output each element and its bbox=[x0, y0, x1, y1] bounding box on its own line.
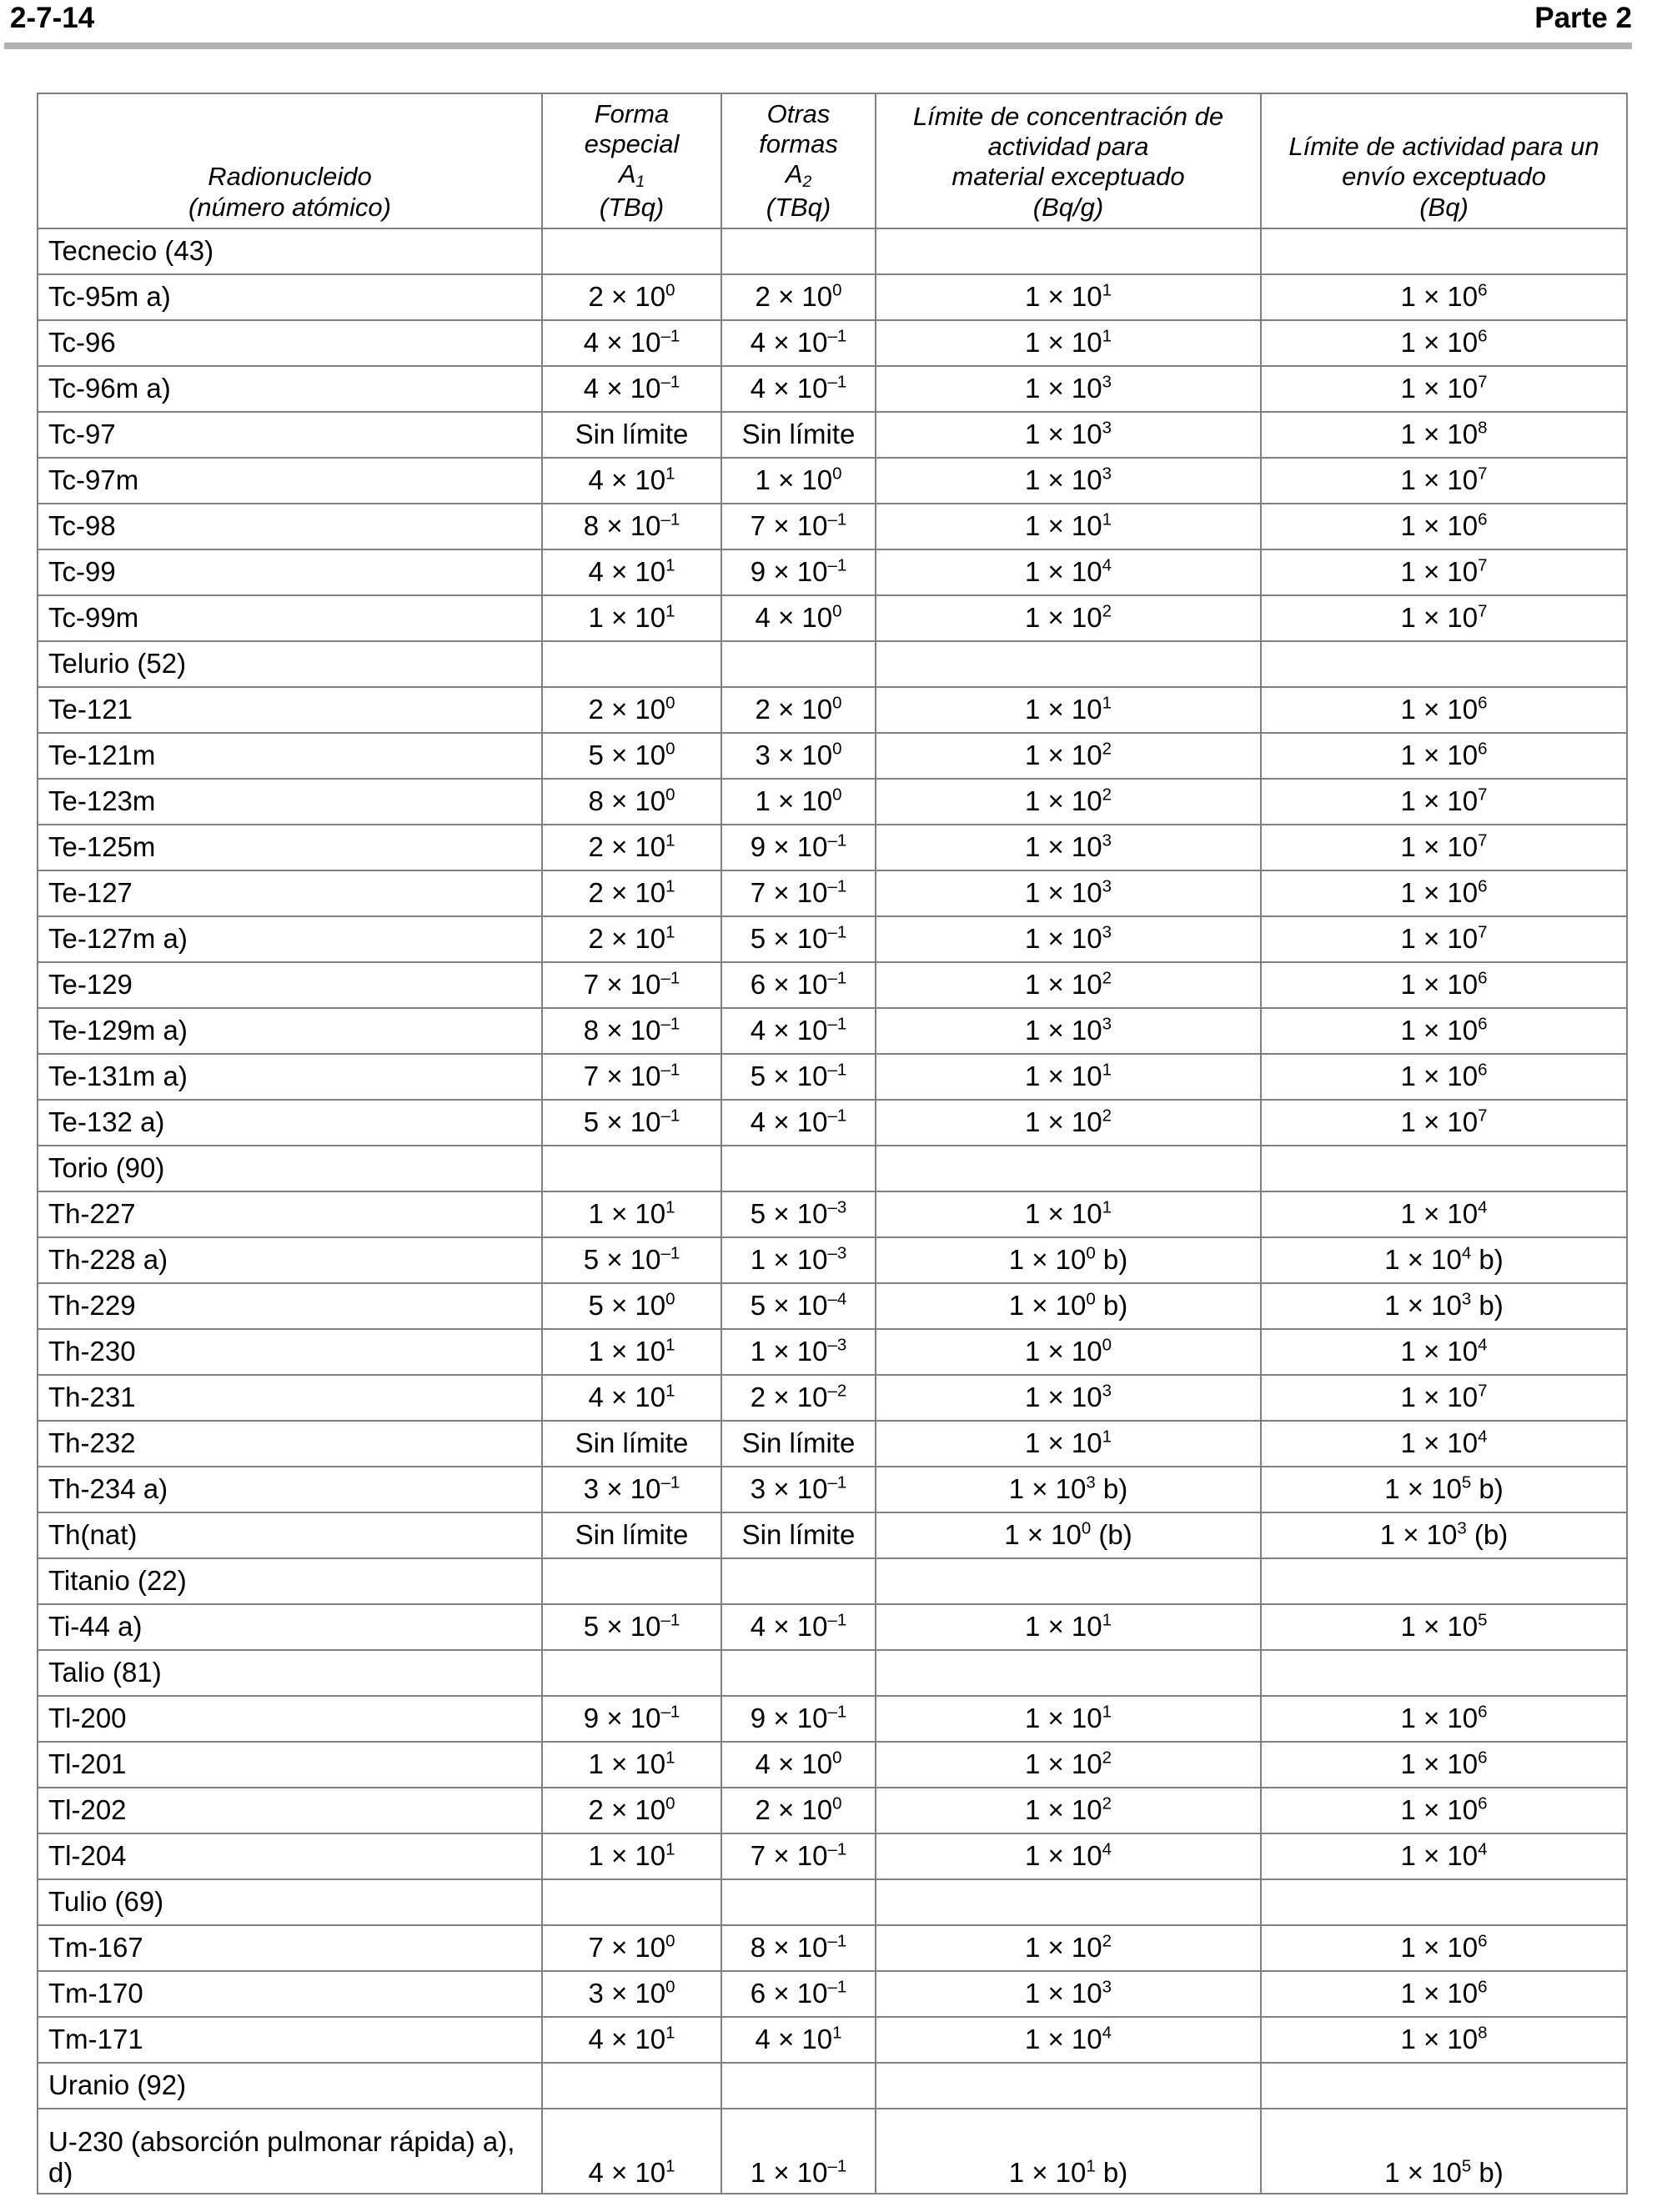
concentration-limit-value: $1 \times 10^3$ bbox=[876, 916, 1261, 962]
a1-value: $4 \times 10^1$ bbox=[542, 458, 721, 504]
activity-limit-value: $1 \times 10^6$ bbox=[1261, 1742, 1627, 1788]
header-other-forms-a2 bbox=[721, 93, 876, 228]
activity-limit-value: $1 \times 10^7$ bbox=[1261, 366, 1627, 412]
a1-value: $4 \times 10^1$ bbox=[542, 549, 721, 595]
activity-limit-value: $1 \times 10^6$ bbox=[1261, 870, 1627, 916]
a2-value: $7 \times 10^{-1}$ bbox=[721, 870, 876, 916]
empty-cell bbox=[542, 1650, 721, 1696]
table-row bbox=[38, 1054, 1627, 1100]
table-row bbox=[38, 2017, 1627, 2063]
activity-limit-value: $1 \times 10^7$ bbox=[1261, 595, 1627, 641]
empty-cell bbox=[721, 1879, 876, 1925]
concentration-limit-value: $1 \times 10^3$ bbox=[876, 1375, 1261, 1421]
header-radionuclide bbox=[38, 93, 542, 228]
activity-limit-value: $1 \times 10^7$ bbox=[1261, 779, 1627, 825]
table-body bbox=[38, 228, 1627, 2194]
radionuclide-name: Th-228 a) bbox=[38, 1237, 542, 1283]
concentration-limit-value: $1 \times 10^1$ bbox=[876, 274, 1261, 320]
table-row bbox=[38, 1100, 1627, 1146]
header-line: (TBq) bbox=[599, 192, 665, 222]
a1-value: $3 \times 10^{-1}$ bbox=[542, 1467, 721, 1512]
radionuclide-name: Te-121m bbox=[38, 733, 542, 779]
a2-value: $7 \times 10^{-1}$ bbox=[721, 504, 876, 549]
radionuclide-name: Te-123m bbox=[38, 779, 542, 825]
a1-value: $1 \times 10^1$ bbox=[542, 1833, 721, 1879]
a1-value: Sin límite bbox=[542, 1421, 721, 1467]
part-label: Parte 2 bbox=[1534, 2, 1632, 34]
empty-cell bbox=[1261, 641, 1627, 687]
table-row bbox=[38, 1512, 1627, 1558]
concentration-limit-value: $1 \times 10^3$ bbox=[876, 825, 1261, 870]
a2-value: $5 \times 10^{-1}$ bbox=[721, 1054, 876, 1100]
concentration-limit-value: $1 \times 10^1$ bbox=[876, 1604, 1261, 1650]
header-concentration-limit bbox=[876, 93, 1261, 228]
activity-limit-value: $1 \times 10^7$ bbox=[1261, 1100, 1627, 1146]
element-group-row bbox=[38, 228, 1627, 274]
a1-value: $4 \times 10^{-1}$ bbox=[542, 366, 721, 412]
radionuclide-name: Te-132 a) bbox=[38, 1100, 542, 1146]
activity-limit-value: $1 \times 10^5$ bbox=[1261, 1604, 1627, 1650]
element-group-label: Titanio (22) bbox=[38, 1558, 542, 1604]
activity-limit-value: $1 \times 10^7$ bbox=[1261, 549, 1627, 595]
table-row bbox=[38, 320, 1627, 366]
activity-limit-value: $1 \times 10^6$ bbox=[1261, 1788, 1627, 1833]
a1-value: $3 \times 10^0$ bbox=[542, 1971, 721, 2017]
table-row bbox=[38, 1467, 1627, 1512]
table-row bbox=[38, 825, 1627, 870]
a2-value: Sin límite bbox=[721, 1512, 876, 1558]
activity-limit-value: $1 \times 10^3$ b) bbox=[1261, 1283, 1627, 1329]
radionuclide-name: Th-227 bbox=[38, 1191, 542, 1237]
a2-value: $2 \times 10^0$ bbox=[721, 1788, 876, 1833]
a1-value: $5 \times 10^0$ bbox=[542, 733, 721, 779]
activity-limit-value: $1 \times 10^6$ bbox=[1261, 320, 1627, 366]
empty-cell bbox=[721, 228, 876, 274]
activity-limit-value: $1 \times 10^6$ bbox=[1261, 1925, 1627, 1971]
concentration-limit-value: $1 \times 10^3$ bbox=[876, 366, 1261, 412]
a1-value: $2 \times 10^1$ bbox=[542, 825, 721, 870]
a2-value: $9 \times 10^{-1}$ bbox=[721, 549, 876, 595]
radionuclide-name: Tc-99m bbox=[38, 595, 542, 641]
header-line: (número atómico) bbox=[188, 192, 391, 222]
empty-cell bbox=[876, 1558, 1261, 1604]
empty-cell bbox=[876, 1879, 1261, 1925]
radionuclide-name: Tm-167 bbox=[38, 1925, 542, 1971]
a2-value: Sin límite bbox=[721, 1421, 876, 1467]
table-row bbox=[38, 366, 1627, 412]
radionuclide-name: Te-131m a) bbox=[38, 1054, 542, 1100]
activity-limit-value: $1 \times 10^4$ bbox=[1261, 1833, 1627, 1879]
a1-value: $4 \times 10^{-1}$ bbox=[542, 320, 721, 366]
empty-cell bbox=[876, 228, 1261, 274]
radionuclide-name: Tl-200 bbox=[38, 1696, 542, 1742]
concentration-limit-value: $1 \times 10^3$ bbox=[876, 870, 1261, 916]
a1-value: $8 \times 10^0$ bbox=[542, 779, 721, 825]
page-number: 2-7-14 bbox=[10, 2, 95, 34]
activity-limit-value: $1 \times 10^7$ bbox=[1261, 1375, 1627, 1421]
table-row bbox=[38, 1008, 1627, 1054]
a1-value: $7 \times 10^{-1}$ bbox=[542, 1054, 721, 1100]
radionuclide-name: Te-127 bbox=[38, 870, 542, 916]
concentration-limit-value: $1 \times 10^2$ bbox=[876, 1788, 1261, 1833]
a1-value: $2 \times 10^0$ bbox=[542, 1788, 721, 1833]
radionuclide-name: Te-121 bbox=[38, 687, 542, 733]
radionuclide-name: Th-234 a) bbox=[38, 1467, 542, 1512]
radionuclide-name: Tc-99 bbox=[38, 549, 542, 595]
a2-value: $2 \times 10^{-2}$ bbox=[721, 1375, 876, 1421]
concentration-limit-value: $1 \times 10^1$ bbox=[876, 1054, 1261, 1100]
a2-value: $4 \times 10^1$ bbox=[721, 2017, 876, 2063]
header-line: $A_1$ bbox=[618, 159, 645, 192]
empty-cell bbox=[721, 2063, 876, 2109]
header-line: $A_2$ bbox=[785, 159, 812, 192]
header-line: (Bq) bbox=[1419, 192, 1469, 222]
a2-value: $1 \times 10^0$ bbox=[721, 779, 876, 825]
a1-value: $1 \times 10^1$ bbox=[542, 1191, 721, 1237]
a1-value: $8 \times 10^{-1}$ bbox=[542, 504, 721, 549]
concentration-limit-value: $1 \times 10^1$ bbox=[876, 504, 1261, 549]
empty-cell bbox=[1261, 1146, 1627, 1191]
header-line: material exceptuado bbox=[952, 162, 1185, 192]
concentration-limit-value: $1 \times 10^1$ bbox=[876, 1191, 1261, 1237]
radionuclide-name: Tc-96m a) bbox=[38, 366, 542, 412]
radionuclide-name: Tc-95m a) bbox=[38, 274, 542, 320]
a2-value: $8 \times 10^{-1}$ bbox=[721, 1925, 876, 1971]
concentration-limit-value: $1 \times 10^4$ bbox=[876, 549, 1261, 595]
a1-value: $2 \times 10^0$ bbox=[542, 687, 721, 733]
empty-cell bbox=[1261, 1650, 1627, 1696]
table-row bbox=[38, 1604, 1627, 1650]
a2-value: $4 \times 10^{-1}$ bbox=[721, 366, 876, 412]
radionuclide-name: Tc-97 bbox=[38, 412, 542, 458]
radionuclide-name: Th(nat) bbox=[38, 1512, 542, 1558]
activity-limit-value: $1 \times 10^6$ bbox=[1261, 1008, 1627, 1054]
a1-value: $9 \times 10^{-1}$ bbox=[542, 1696, 721, 1742]
empty-cell bbox=[721, 1650, 876, 1696]
header-line: actividad para bbox=[987, 132, 1149, 162]
header-line: envío exceptuado bbox=[1342, 162, 1546, 192]
a2-value: Sin límite bbox=[721, 412, 876, 458]
radionuclide-name: U-230 (absorción pulmonar rápida) a), d) bbox=[38, 2109, 542, 2194]
a1-value: Sin límite bbox=[542, 1512, 721, 1558]
activity-limit-value: $1 \times 10^6$ bbox=[1261, 962, 1627, 1008]
a2-value: $2 \times 10^0$ bbox=[721, 687, 876, 733]
table-row bbox=[38, 1696, 1627, 1742]
table-row bbox=[38, 504, 1627, 549]
empty-cell bbox=[542, 1146, 721, 1191]
empty-cell bbox=[1261, 1558, 1627, 1604]
a1-value: $8 \times 10^{-1}$ bbox=[542, 1008, 721, 1054]
a2-value: $6 \times 10^{-1}$ bbox=[721, 1971, 876, 2017]
empty-cell bbox=[1261, 2063, 1627, 2109]
a1-value: $4 \times 10^1$ bbox=[542, 2017, 721, 2063]
empty-cell bbox=[876, 1650, 1261, 1696]
header-special-form-a1 bbox=[542, 93, 721, 228]
a2-value: $9 \times 10^{-1}$ bbox=[721, 1696, 876, 1742]
activity-limit-value: $1 \times 10^6$ bbox=[1261, 733, 1627, 779]
table-row bbox=[38, 458, 1627, 504]
empty-cell bbox=[1261, 1879, 1627, 1925]
radionuclide-table bbox=[37, 93, 1628, 2194]
element-group-row bbox=[38, 641, 1627, 687]
concentration-limit-value: $1 \times 10^0$ b) bbox=[876, 1283, 1261, 1329]
table-row bbox=[38, 962, 1627, 1008]
empty-cell bbox=[1261, 228, 1627, 274]
concentration-limit-value: $1 \times 10^1$ bbox=[876, 687, 1261, 733]
header-line: especial bbox=[584, 129, 680, 159]
radionuclide-name: Tl-204 bbox=[38, 1833, 542, 1879]
activity-limit-value: $1 \times 10^8$ bbox=[1261, 2017, 1627, 2063]
header-line: Límite de concentración de bbox=[912, 101, 1224, 131]
table-row bbox=[38, 1421, 1627, 1467]
a1-value: $7 \times 10^0$ bbox=[542, 1925, 721, 1971]
a2-value: $1 \times 10^0$ bbox=[721, 458, 876, 504]
concentration-limit-value: $1 \times 10^0$ bbox=[876, 1329, 1261, 1375]
radionuclide-name: Tc-97m bbox=[38, 458, 542, 504]
empty-cell bbox=[542, 1558, 721, 1604]
table-header-row bbox=[38, 93, 1627, 228]
radionuclide-name: Tl-202 bbox=[38, 1788, 542, 1833]
page-header bbox=[10, 0, 1632, 37]
a1-value: $5 \times 10^{-1}$ bbox=[542, 1604, 721, 1650]
radionuclide-name: Th-229 bbox=[38, 1283, 542, 1329]
radionuclide-name: Tm-170 bbox=[38, 1971, 542, 2017]
concentration-limit-value: $1 \times 10^0$ (b) bbox=[876, 1512, 1261, 1558]
empty-cell bbox=[721, 1146, 876, 1191]
activity-limit-value: $1 \times 10^4$ b) bbox=[1261, 1237, 1627, 1283]
a2-value: $4 \times 10^{-1}$ bbox=[721, 320, 876, 366]
activity-limit-value: $1 \times 10^7$ bbox=[1261, 916, 1627, 962]
empty-cell bbox=[542, 228, 721, 274]
element-group-row bbox=[38, 1558, 1627, 1604]
activity-limit-value: $1 \times 10^5$ b) bbox=[1261, 1467, 1627, 1512]
element-group-label: Telurio (52) bbox=[38, 641, 542, 687]
radionuclide-name: Ti-44 a) bbox=[38, 1604, 542, 1650]
radionuclide-name: Th-232 bbox=[38, 1421, 542, 1467]
element-group-row bbox=[38, 1650, 1627, 1696]
activity-limit-value: $1 \times 10^3$ (b) bbox=[1261, 1512, 1627, 1558]
concentration-limit-value: $1 \times 10^1$ b) bbox=[876, 2109, 1261, 2194]
activity-limit-value: $1 \times 10^7$ bbox=[1261, 458, 1627, 504]
empty-cell bbox=[876, 2063, 1261, 2109]
header-line: (TBq) bbox=[766, 192, 831, 222]
a2-value: $9 \times 10^{-1}$ bbox=[721, 825, 876, 870]
concentration-limit-value: $1 \times 10^4$ bbox=[876, 1833, 1261, 1879]
element-group-label: Tulio (69) bbox=[38, 1879, 542, 1925]
table-row bbox=[38, 1788, 1627, 1833]
header-line: Otras bbox=[766, 98, 831, 128]
table-row bbox=[38, 1742, 1627, 1788]
element-group-label: Tecnecio (43) bbox=[38, 228, 542, 274]
header-line: (Bq/g) bbox=[1032, 192, 1104, 222]
table-row bbox=[38, 1925, 1627, 1971]
a2-value: $5 \times 10^{-3}$ bbox=[721, 1191, 876, 1237]
activity-limit-value: $1 \times 10^4$ bbox=[1261, 1421, 1627, 1467]
concentration-limit-value: $1 \times 10^1$ bbox=[876, 1696, 1261, 1742]
activity-limit-value: $1 \times 10^6$ bbox=[1261, 504, 1627, 549]
header-line: Radionucleido bbox=[208, 162, 372, 192]
radionuclide-name: Te-129 bbox=[38, 962, 542, 1008]
a2-value: $3 \times 10^0$ bbox=[721, 733, 876, 779]
table-row bbox=[38, 1329, 1627, 1375]
concentration-limit-value: $1 \times 10^0$ b) bbox=[876, 1237, 1261, 1283]
element-group-label: Torio (90) bbox=[38, 1146, 542, 1191]
concentration-limit-value: $1 \times 10^2$ bbox=[876, 733, 1261, 779]
concentration-limit-value: $1 \times 10^4$ bbox=[876, 2017, 1261, 2063]
activity-limit-value: $1 \times 10^6$ bbox=[1261, 1054, 1627, 1100]
a1-value: $1 \times 10^1$ bbox=[542, 1742, 721, 1788]
a1-value: $4 \times 10^1$ bbox=[542, 1375, 721, 1421]
concentration-limit-value: $1 \times 10^2$ bbox=[876, 1742, 1261, 1788]
a1-value: $1 \times 10^1$ bbox=[542, 1329, 721, 1375]
empty-cell bbox=[721, 1558, 876, 1604]
table-row bbox=[38, 779, 1627, 825]
table-row bbox=[38, 549, 1627, 595]
a1-value: $2 \times 10^0$ bbox=[542, 274, 721, 320]
concentration-limit-value: $1 \times 10^2$ bbox=[876, 1100, 1261, 1146]
table-row bbox=[38, 687, 1627, 733]
element-group-row bbox=[38, 1879, 1627, 1925]
table-row bbox=[38, 916, 1627, 962]
a2-value: $4 \times 10^{-1}$ bbox=[721, 1100, 876, 1146]
radionuclide-name: Th-230 bbox=[38, 1329, 542, 1375]
activity-limit-value: $1 \times 10^4$ bbox=[1261, 1191, 1627, 1237]
a2-value: $7 \times 10^{-1}$ bbox=[721, 1833, 876, 1879]
a2-value: $5 \times 10^{-4}$ bbox=[721, 1283, 876, 1329]
a1-value: $5 \times 10^{-1}$ bbox=[542, 1100, 721, 1146]
a2-value: $1 \times 10^{-3}$ bbox=[721, 1329, 876, 1375]
a2-value: $5 \times 10^{-1}$ bbox=[721, 916, 876, 962]
radionuclide-name: Tc-96 bbox=[38, 320, 542, 366]
concentration-limit-value: $1 \times 10^3$ bbox=[876, 1008, 1261, 1054]
table-row bbox=[38, 1237, 1627, 1283]
radionuclide-name: Tl-201 bbox=[38, 1742, 542, 1788]
element-group-label: Uranio (92) bbox=[38, 2063, 542, 2109]
concentration-limit-value: $1 \times 10^2$ bbox=[876, 1925, 1261, 1971]
empty-cell bbox=[542, 2063, 721, 2109]
table-row bbox=[38, 274, 1627, 320]
empty-cell bbox=[721, 641, 876, 687]
radionuclide-name: Tc-98 bbox=[38, 504, 542, 549]
concentration-limit-value: $1 \times 10^2$ bbox=[876, 962, 1261, 1008]
a1-value: Sin límite bbox=[542, 412, 721, 458]
concentration-limit-value: $1 \times 10^3$ bbox=[876, 1971, 1261, 2017]
table-row bbox=[38, 870, 1627, 916]
a2-value: $4 \times 10^{-1}$ bbox=[721, 1008, 876, 1054]
a2-value: $2 \times 10^0$ bbox=[721, 274, 876, 320]
a2-value: $1 \times 10^{-3}$ bbox=[721, 1237, 876, 1283]
element-group-label: Talio (81) bbox=[38, 1650, 542, 1696]
radionuclide-name: Te-127m a) bbox=[38, 916, 542, 962]
radionuclide-name: Te-125m bbox=[38, 825, 542, 870]
empty-cell bbox=[876, 641, 1261, 687]
radionuclide-name: Th-231 bbox=[38, 1375, 542, 1421]
a1-value: $2 \times 10^1$ bbox=[542, 870, 721, 916]
a2-value: $1 \times 10^{-1}$ bbox=[721, 2109, 876, 2194]
element-group-row bbox=[38, 1146, 1627, 1191]
empty-cell bbox=[542, 641, 721, 687]
a2-value: $3 \times 10^{-1}$ bbox=[721, 1467, 876, 1512]
header-activity-limit bbox=[1261, 93, 1627, 228]
concentration-limit-value: $1 \times 10^3$ bbox=[876, 458, 1261, 504]
concentration-limit-value: $1 \times 10^2$ bbox=[876, 595, 1261, 641]
table-row bbox=[38, 1833, 1627, 1879]
activity-limit-value: $1 \times 10^6$ bbox=[1261, 687, 1627, 733]
radionuclide-name: Tm-171 bbox=[38, 2017, 542, 2063]
activity-limit-value: $1 \times 10^4$ bbox=[1261, 1329, 1627, 1375]
a2-value: $4 \times 10^{-1}$ bbox=[721, 1604, 876, 1650]
a1-value: $2 \times 10^1$ bbox=[542, 916, 721, 962]
table-row bbox=[38, 733, 1627, 779]
header-line: Límite de actividad para un bbox=[1288, 132, 1599, 162]
activity-limit-value: $1 \times 10^6$ bbox=[1261, 1971, 1627, 2017]
concentration-limit-value: $1 \times 10^1$ bbox=[876, 1421, 1261, 1467]
table-row bbox=[38, 1283, 1627, 1329]
radionuclide-name: Te-129m a) bbox=[38, 1008, 542, 1054]
activity-limit-value: $1 \times 10^7$ bbox=[1261, 825, 1627, 870]
a2-value: $6 \times 10^{-1}$ bbox=[721, 962, 876, 1008]
activity-limit-value: $1 \times 10^8$ bbox=[1261, 412, 1627, 458]
table-row bbox=[38, 1971, 1627, 2017]
a1-value: $5 \times 10^0$ bbox=[542, 1283, 721, 1329]
a2-value: $4 \times 10^0$ bbox=[721, 595, 876, 641]
concentration-limit-value: $1 \times 10^3$ b) bbox=[876, 1467, 1261, 1512]
activity-limit-value: $1 \times 10^5$ b) bbox=[1261, 2109, 1627, 2194]
header-line: formas bbox=[759, 129, 838, 159]
activity-limit-value: $1 \times 10^6$ bbox=[1261, 1696, 1627, 1742]
concentration-limit-value: $1 \times 10^1$ bbox=[876, 320, 1261, 366]
concentration-limit-value: $1 \times 10^2$ bbox=[876, 779, 1261, 825]
a2-value: $4 \times 10^0$ bbox=[721, 1742, 876, 1788]
table-row bbox=[38, 2109, 1627, 2194]
empty-cell bbox=[876, 1146, 1261, 1191]
a1-value: $1 \times 10^1$ bbox=[542, 595, 721, 641]
a1-value: $7 \times 10^{-1}$ bbox=[542, 962, 721, 1008]
header-line: Forma bbox=[594, 98, 670, 128]
element-group-row bbox=[38, 2063, 1627, 2109]
activity-limit-value: $1 \times 10^6$ bbox=[1261, 274, 1627, 320]
header-rule bbox=[4, 43, 1632, 49]
table-row bbox=[38, 412, 1627, 458]
table-row bbox=[38, 1191, 1627, 1237]
empty-cell bbox=[542, 1879, 721, 1925]
table-row bbox=[38, 1375, 1627, 1421]
concentration-limit-value: $1 \times 10^3$ bbox=[876, 412, 1261, 458]
a1-value: $5 \times 10^{-1}$ bbox=[542, 1237, 721, 1283]
a1-value: $4 \times 10^1$ bbox=[542, 2109, 721, 2194]
table-row bbox=[38, 595, 1627, 641]
